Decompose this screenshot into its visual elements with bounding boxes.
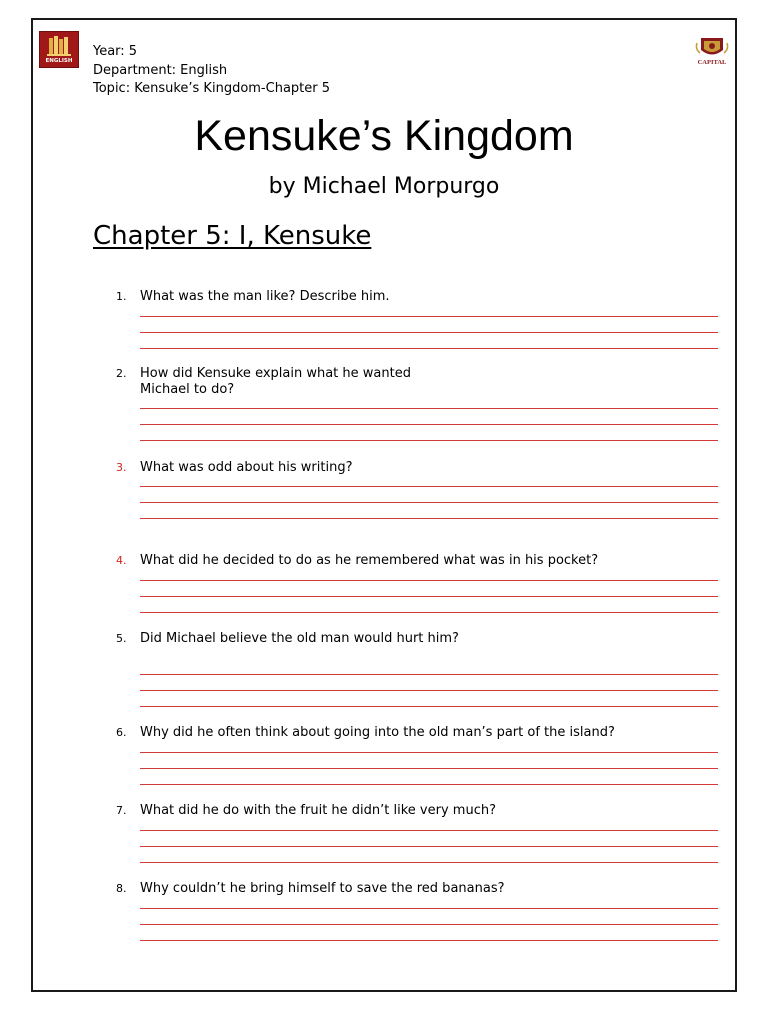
english-department-logo [39, 31, 79, 68]
question-text: Why did he often think about going into the old man’s part of the island? [140, 725, 615, 740]
question-text: Why couldn’t he bring himself to save the red bananas? [140, 881, 505, 896]
answer-line[interactable] [140, 940, 718, 941]
topic-label: Topic: Kensuke’s Kingdom-Chapter 5 [93, 81, 331, 96]
answer-line[interactable] [140, 690, 718, 691]
question-number: 7. [116, 804, 127, 817]
answer-line[interactable] [140, 674, 718, 675]
answer-line[interactable] [140, 612, 718, 613]
answer-line[interactable] [140, 596, 718, 597]
answer-line[interactable] [140, 846, 718, 847]
answer-line[interactable] [140, 332, 718, 333]
chapter-heading: Chapter 5: I, Kensuke [93, 221, 372, 251]
year-label: Year: 5 [93, 44, 138, 59]
books-icon [40, 32, 78, 67]
answer-line[interactable] [140, 924, 718, 925]
answer-line[interactable] [140, 408, 718, 409]
worksheet-meta [93, 43, 330, 99]
answer-line[interactable] [140, 440, 718, 441]
book-title: Kensuke’s Kingdom [194, 112, 574, 160]
question-text: What did he do with the fruit he didn’t like very much? [140, 803, 496, 818]
question-text: How did Kensuke explain what he wanted Michael to do? [140, 366, 411, 397]
question-text: Did Michael believe the old man would hurt him? [140, 631, 459, 646]
question-text: What was odd about his writing? [140, 460, 353, 475]
question-number: 2. [116, 367, 127, 380]
answer-line[interactable] [140, 706, 718, 707]
school-crest-logo [692, 35, 732, 69]
answer-line[interactable] [140, 502, 718, 503]
question-number: 3. [116, 461, 127, 474]
crest-icon [692, 35, 732, 69]
answer-line[interactable] [140, 830, 718, 831]
answer-line[interactable] [140, 348, 718, 349]
logo-text: ENGLISH [45, 58, 73, 64]
answer-line[interactable] [140, 784, 718, 785]
question-number: 8. [116, 882, 127, 895]
crest-text: CAPITAL [697, 59, 727, 66]
question-text: What did he decided to do as he remembered what was in his pocket? [140, 553, 599, 568]
author-byline: by Michael Morpurgo [268, 174, 500, 199]
question-text: What was the man like? Describe him. [140, 289, 390, 304]
question-number: 1. [116, 290, 127, 303]
answer-line[interactable] [140, 316, 718, 317]
answer-line[interactable] [140, 768, 718, 769]
answer-line[interactable] [140, 752, 718, 753]
answer-line[interactable] [140, 862, 718, 863]
question-number: 6. [116, 726, 127, 739]
department-label: Department: English [93, 62, 228, 78]
answer-line[interactable] [140, 518, 718, 519]
answer-line[interactable] [140, 908, 718, 909]
answer-line[interactable] [140, 424, 718, 425]
question-number: 4. [116, 554, 127, 567]
answer-line[interactable] [140, 580, 718, 581]
question-number: 5. [116, 632, 127, 645]
answer-line[interactable] [140, 486, 718, 487]
